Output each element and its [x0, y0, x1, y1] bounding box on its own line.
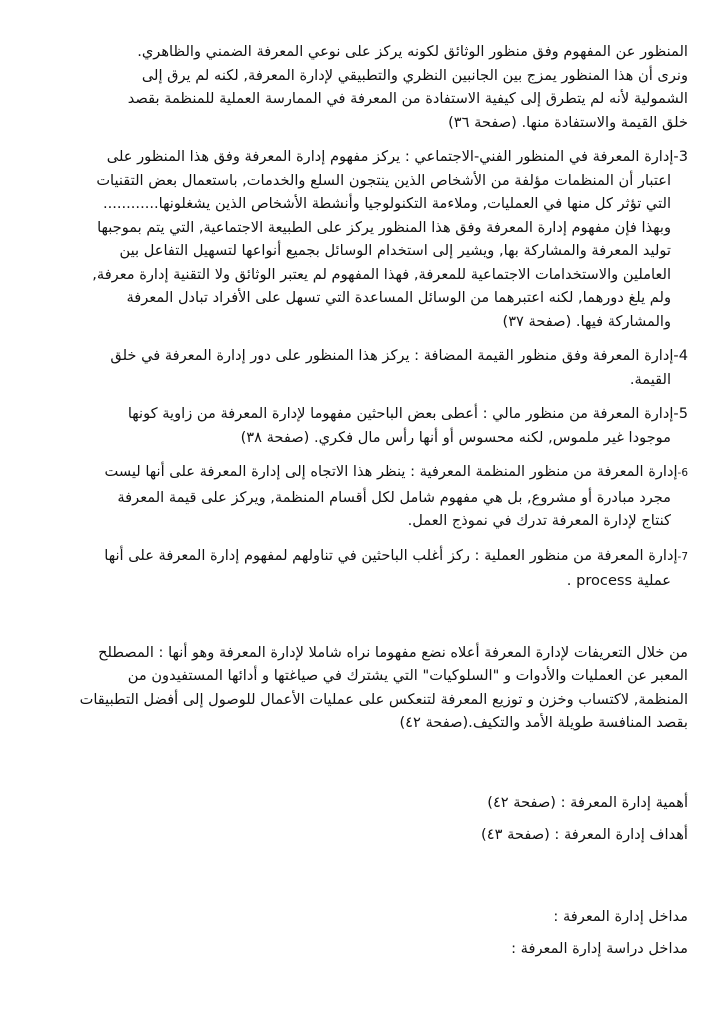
- item-text: إدارة المعرفة من منظور المنظمة المعرفية : ينظر هذا الاتجاه إلى إدارة المعرفة على أنها ليست: [104, 463, 678, 480]
- heading-approaches: مداخل إدارة المعرفة :: [553, 907, 688, 925]
- document-page: [40, 40, 688, 961]
- item-line: كنتاج لإدارة المعرفة تدرك في نموذج العمل.: [407, 512, 671, 529]
- intro-line: المنظور عن المفهوم وفق منظور الوثائق لكونه يركز على نوعي المعرفة الضمني والظاهري.: [137, 43, 688, 60]
- item-number: 5-: [673, 405, 688, 422]
- item-text: إدارة المعرفة وفق منظور القيمة المضافة : يركز هذا المنظور على دور إدارة المعرفة في خلق: [110, 347, 674, 364]
- item-first-line: [40, 145, 688, 169]
- item-first-line: [40, 460, 688, 486]
- summary-paragraph: [40, 641, 688, 735]
- heading-objectives: أهداف إدارة المعرفة : (صفحة ٤٣): [481, 826, 688, 843]
- section-headings: [40, 791, 688, 961]
- item-line: وبهذا فإن مفهوم إدارة المعرفة وفق هذا المنظور يركز على الطبيعة الاجتماعية, التي يتم بموجبها: [97, 218, 671, 236]
- item-line: التي تؤثر كل منها في العمليات, وملاءمة التكنولوجيا وأنشطة الأشخاص الذين يشغلونها............: [102, 195, 671, 212]
- list-item-3: [40, 145, 688, 333]
- item-text: إدارة المعرفة من منظور العملية : ركز أغلب الباحثين في تناولهم لمفهوم إدارة المعرفة على أنها: [104, 546, 678, 564]
- item-number: 7-: [677, 550, 688, 563]
- item-line: توليد المعرفة والمشاركة بها, ويشير إلى استخدام الوسائل بجميع أنواعها لتسهيل التفاعل بين: [119, 242, 671, 259]
- list-item-6: [40, 460, 688, 533]
- item-first-line: [40, 544, 688, 570]
- summary-line: المنظمة, لاكتساب وخزن و توزيع المعرفة لتنعكس على عمليات الأعمال للوصول إلى أفضل التطبيقات: [79, 690, 688, 708]
- item-line: اعتبار أن المنظمات مؤلفة من الأشخاص الذين ينتجون السلع والخدمات, باستعمال بعض التقنيات: [96, 171, 671, 189]
- item-line: العاملين والاستخدامات الاجتماعية للمعرفة, فهذا المفهوم لم يعتبر الوثائق ولا التقنية إدارة معرفة,: [92, 265, 671, 283]
- item-line: موجودا غير ملموس, لكنه محسوس أو أنها رأس مال فكري. (صفحة ٣٨): [240, 428, 671, 446]
- item-line: ولم يلغ دورهما, لكنه اعتبرهما من الوسائل المساعدة التي تسهل على الأفراد تبادل المعرفة: [126, 289, 671, 306]
- item-number: 3-: [673, 148, 688, 165]
- item-number: 4-: [673, 347, 688, 364]
- heading-study-approaches: مداخل دراسة إدارة المعرفة :: [511, 940, 688, 957]
- summary-line: من خلال التعريفات لإدارة المعرفة أعلاه نضع مفهوما نراه شاملا لإدارة المعرفة وهو أنها : المصطلح: [98, 643, 688, 661]
- list-item-5: [40, 402, 688, 449]
- heading-importance: أهمية إدارة المعرفة : (صفحة ٤٢): [487, 793, 688, 811]
- item-number: 6-: [677, 467, 688, 479]
- item-text: إدارة المعرفة في المنظور الفني-الاجتماعي : يركز مفهوم إدارة المعرفة وفق هذا المنظور على: [106, 148, 674, 165]
- list-item-4: [40, 344, 688, 391]
- item-first-line: [40, 344, 688, 368]
- summary-line: بقصد المنافسة طويلة الأمد والتكيف.(صفحة ٤٢): [399, 714, 688, 731]
- intro-line: الشمولية لأنه لم يتطرق إلى كيفية الاستفادة من المعرفة في الممارسة العملية للمنظمة بقصد: [127, 90, 688, 107]
- item-line: مجرد مبادرة أو مشروع, بل هي مفهوم شامل لكل أقسام المنظمة, ويركز على قيمة المعرفة: [117, 488, 671, 506]
- item-line: القيمة.: [629, 370, 671, 388]
- item-line: والمشاركة فيها. (صفحة ٣٧): [502, 312, 671, 330]
- item-line: عملية process .: [566, 572, 671, 589]
- item-first-line: [40, 402, 688, 426]
- intro-line: ونرى أن هذا المنظور يمزج بين الجانبين النظري والتطبيقي لإدارة المعرفة, لكنه لم يرق إلى: [141, 66, 688, 84]
- intro-paragraph: [40, 40, 688, 134]
- list-item-7: [40, 544, 688, 593]
- summary-line: المعبر عن العمليات والأدوات و "السلوكيات" التي يشترك في صياغتها و أدائها المستفيدون من: [127, 667, 688, 684]
- item-text: إدارة المعرفة من منظور مالي : أعطى بعض الباحثين مفهوما لإدارة المعرفة من زاوية كونها: [127, 405, 674, 422]
- intro-line: خلق القيمة والاستفادة منها. (صفحة ٣٦): [448, 113, 688, 131]
